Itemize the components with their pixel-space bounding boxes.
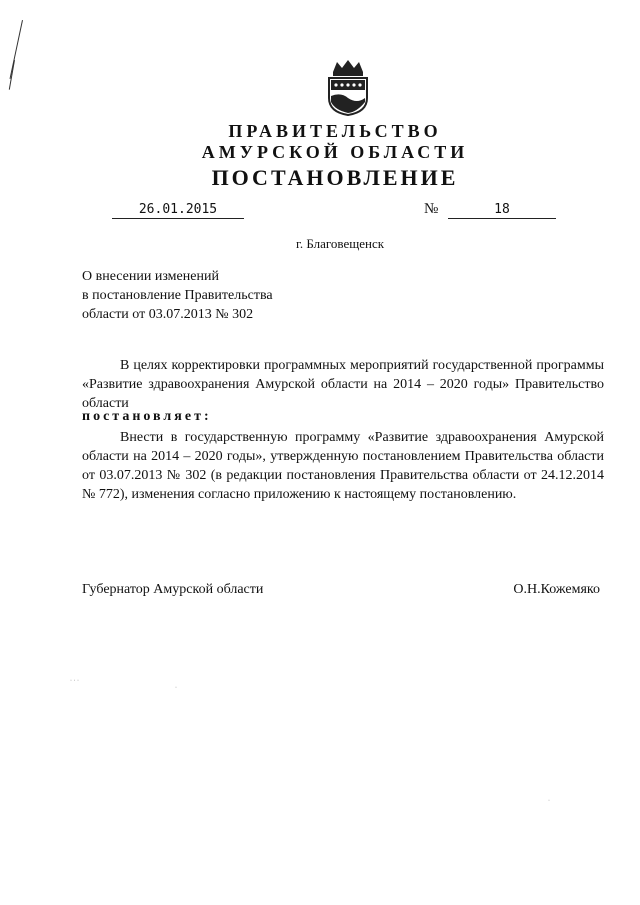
scan-specks: · · · (70, 678, 79, 684)
decree-number: 18 (448, 202, 556, 219)
resolves-word: постановляет: (82, 409, 212, 424)
amur-coat-of-arms-icon (323, 58, 373, 116)
subject-line: в постановление Правительства (82, 288, 273, 303)
scan-specks: · (548, 798, 550, 804)
number-sign: № (424, 201, 439, 217)
org-name-line-1: ПРАВИТЕЛЬСТВО (228, 121, 442, 141)
signatory-name: О.Н.Кожемяко (513, 582, 600, 597)
clause-paragraph: Внести в государственную программу «Развитие здравоохранения Амурской области на 2014 – 2020 годы», утвержденную постановлением Правительства области от 03.07.2013 № 302 (в редакции постановления Правительства области от 24.12.2014 № 772), изменения согласно приложению к настоящему постановлению. (82, 430, 604, 502)
document-type-title: ПОСТАНОВЛЕНИЕ (211, 165, 459, 190)
city-name: г. Благовещенск (295, 236, 385, 251)
decree-subject (82, 267, 273, 324)
scan-specks: · (175, 685, 177, 691)
decree-date: 26.01.2015 (112, 202, 244, 219)
org-name-line-2: АМУРСКОЙ ОБЛАСТИ (201, 142, 469, 162)
subject-line: О внесении изменений (82, 269, 219, 284)
preamble-paragraph: В целях корректировки программных мероприятий государственной программы «Развитие здравоохранения Амурской области на 2014 – 2020 годы» Правительство области (82, 358, 604, 411)
signatory-role: Губернатор Амурской области (82, 582, 264, 597)
subject-line: области от 03.07.2013 № 302 (82, 307, 254, 322)
